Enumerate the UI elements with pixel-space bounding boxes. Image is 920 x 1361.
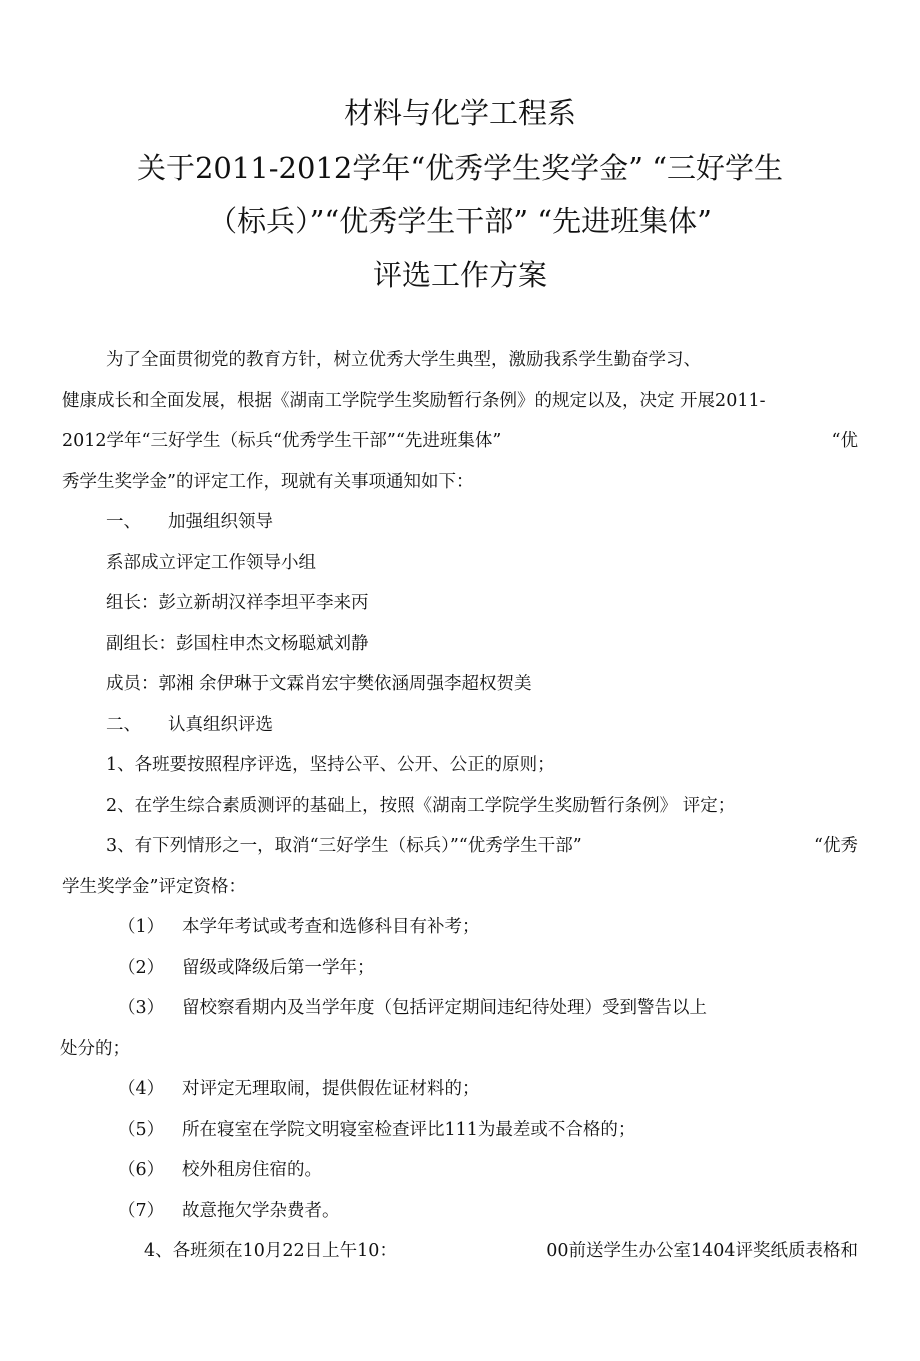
document-title-line4: 评选工作方案 (372, 258, 547, 292)
document-title-line2: 关于2011-2012学年“优秀学生奖学金” “三好学生 (136, 151, 784, 185)
list-number: （5） (118, 1119, 165, 1140)
list-item (0, 1150, 920, 1191)
list-number: （1） (118, 917, 165, 937)
section-heading (0, 502, 920, 543)
document-title-line3: （标兵）”“优秀学生干部” “先进班集体” (208, 204, 712, 238)
list-text: 留级或降级后第一学年； (182, 957, 375, 978)
section-heading (0, 705, 920, 746)
list-number: （4） (118, 1079, 165, 1099)
paragraph-text: 3、有下列情形之一，取消“三好学生（标兵）”“优秀学生干部” (106, 836, 582, 856)
list-text: 所在寝室在学院文明寝室检查评比111为最差或不合格的； (182, 1119, 636, 1140)
intro-line: 秀学生奖学金”的评定工作，现就有关事项通知如下： (62, 471, 474, 492)
intro-text: “优 (831, 431, 858, 451)
paragraph: 2、在学生综合素质测评的基础上，按照《湖南工学院学生奖励暂行条例》 评定； (106, 795, 736, 816)
list-item (0, 988, 920, 1029)
list-item-continuation: 处分的； (60, 1038, 130, 1059)
list-number: （2） (118, 957, 165, 978)
list-number: （6） (118, 1160, 165, 1180)
list-text: 对评定无理取闹，提供假佐证材料的； (182, 1079, 480, 1099)
paragraph-text: “优秀 (814, 836, 858, 856)
paragraph (0, 1231, 920, 1272)
paragraph: 系部成立评定工作领导小组 (106, 552, 316, 573)
section-number: 二、 (106, 714, 141, 735)
list-text: 校外租房住宿的。 (182, 1160, 322, 1180)
paragraph: 学生奖学金”评定资格： (62, 876, 246, 897)
intro-text: 2012学年“三好学生（标兵“优秀学生干部”“先进班集体” (62, 431, 502, 451)
list-item (0, 948, 920, 989)
paragraph (0, 826, 920, 867)
list-text: 本学年考试或考查和选修科目有补考； (182, 917, 480, 937)
paragraph: 成员：郭湘 余伊琳于文霖肖宏宇樊依涵周强李超权贺美 (106, 674, 532, 694)
list-text: 故意拖欠学杂费者。 (182, 1200, 340, 1221)
list-number: （7） (118, 1200, 165, 1221)
intro-line: 健康成长和全面发展，根据《湖南工学院学生奖励暂行条例》的规定以及，决定 开展2011- (62, 390, 766, 411)
list-item (0, 1191, 920, 1232)
list-number: （3） (118, 998, 165, 1018)
paragraph: 组长：彭立新胡汉祥李坦平李来丙 (106, 593, 369, 613)
intro-line: 为了全面贯彻党的教育方针，树立优秀大学生典型，激励我系学生勤奋学习、 (106, 350, 701, 370)
list-item (0, 907, 920, 948)
list-item (0, 1110, 920, 1151)
section-number: 一、 (106, 512, 141, 532)
paragraph-text: 4、各班须在10月22日上午10： (144, 1241, 397, 1261)
paragraph: 1、各班要按照程序评选，坚持公平、公开、公正的原则； (106, 755, 555, 775)
intro-line (0, 421, 920, 462)
section-title: 加强组织领导 (168, 512, 273, 532)
document-body (0, 340, 920, 1272)
section-title: 认真组织评选 (168, 714, 273, 735)
paragraph-text: 00前送学生办公室1404评奖纸质表格和 (546, 1241, 858, 1261)
document-title-dept: 材料与化学工程系 (343, 96, 576, 130)
paragraph: 副组长：彭国柱申杰文杨聪斌刘静 (106, 633, 369, 654)
list-text: 留校察看期内及当学年度（包括评定期间违纪待处理）受到警告以上 (182, 998, 707, 1018)
list-item (0, 1069, 920, 1110)
